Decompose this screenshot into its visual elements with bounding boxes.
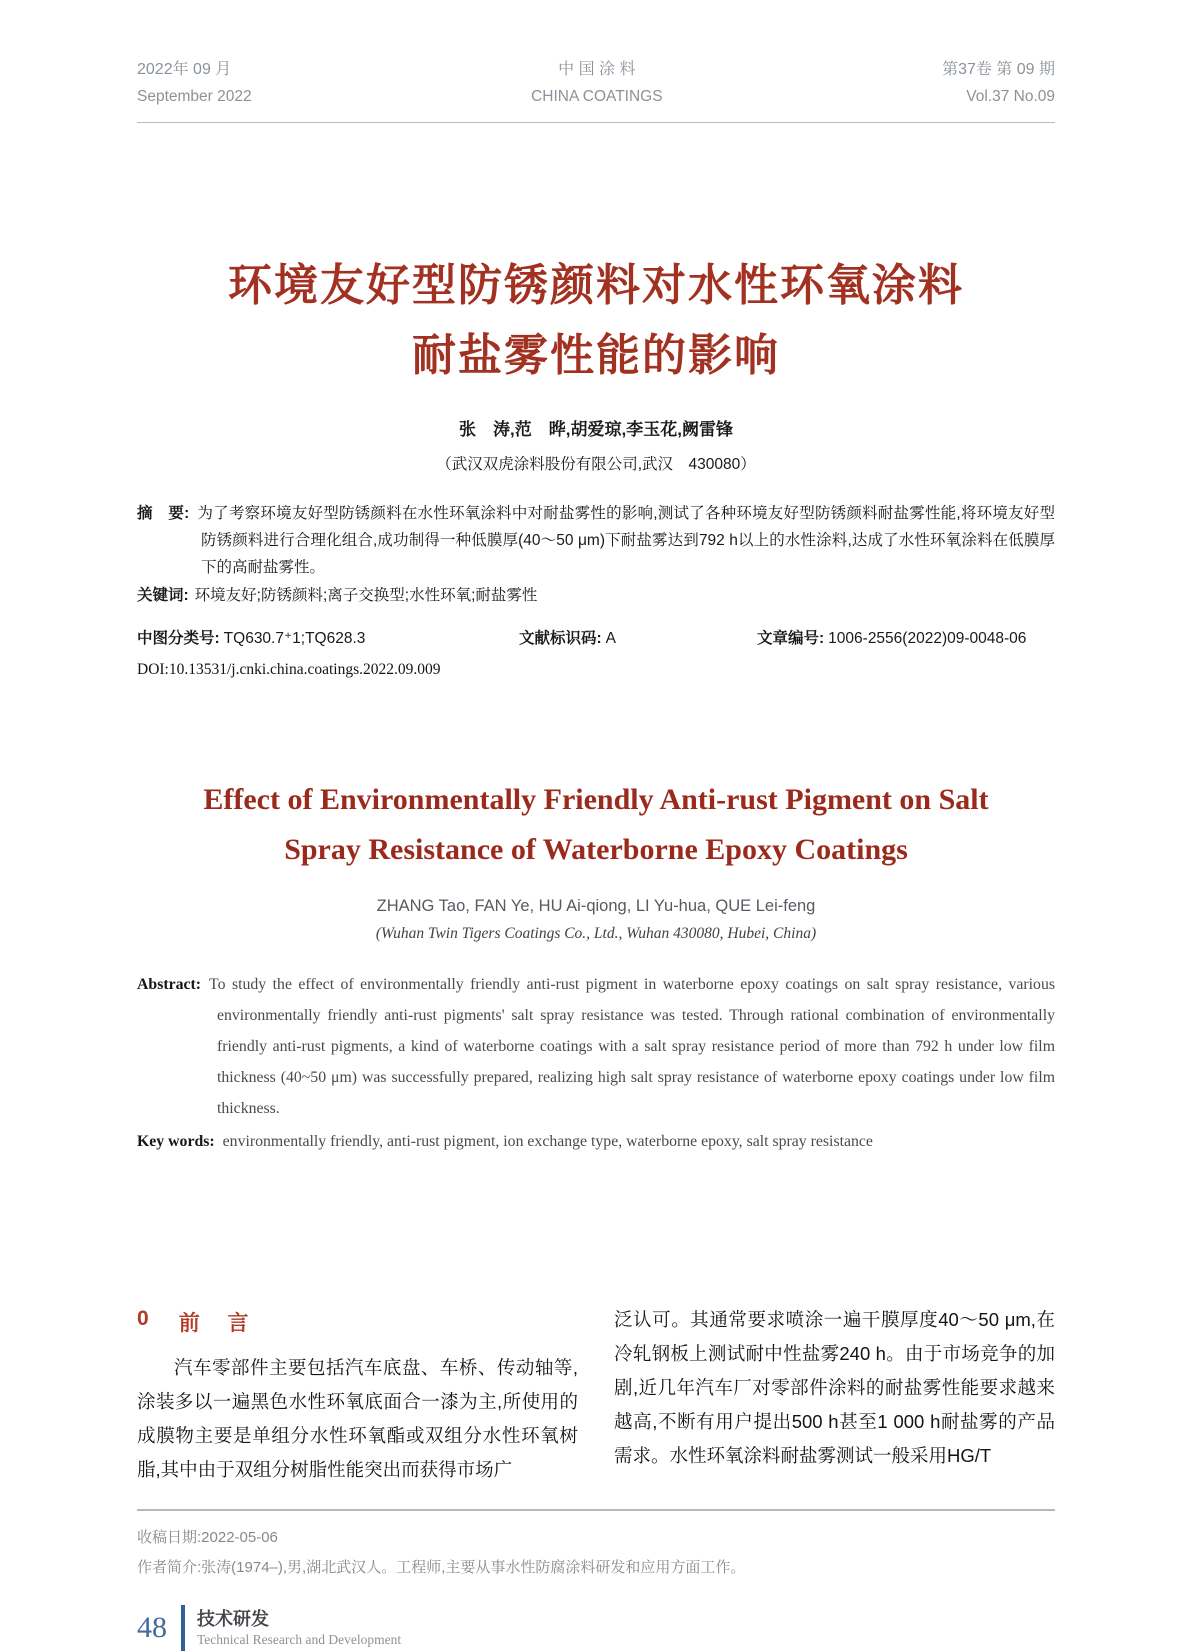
keywords-zh-text: 环境友好;防锈颜料;离子交换型;水性环氧;耐盐雾性 <box>194 587 538 604</box>
clc-label: 中图分类号: <box>137 630 220 647</box>
article-id-label: 文章编号: <box>757 630 825 647</box>
footer-category-en: Technical Research and Development <box>197 1632 402 1647</box>
author-bio-label: 作者简介: <box>137 1559 202 1576</box>
keywords-en-label: Key words: <box>137 1133 215 1150</box>
article-title-zh-line1: 环境友好型防锈颜料对水性环氧涂料 <box>228 261 964 310</box>
doi-line: DOI:10.13531/j.cnki.china.coatings.2022.09.009 <box>137 661 441 678</box>
abstract-en-block <box>137 969 1055 1157</box>
clc-number <box>137 626 519 648</box>
section-0-number: 0 <box>137 1307 149 1330</box>
footer-category-zh: 技术研发 <box>197 1609 269 1629</box>
abstract-en-text: To study the effect of environmentally friendly anti-rust pigment in waterborne epoxy coatings on salt spray resistance, various environmentally friendly anti-rust pigments' salt spray resistance was tested. Through rational combination of environmentally friendly anti-rust pigments, a kind of waterborne coatings with a salt spray resistance period of more than 792 h under low film thickness (40~50 μm) was successfully prepared, realizing high salt spray resistance of waterborne epoxy coatings under low film thickness. <box>209 976 1055 1117</box>
keywords-en <box>137 1126 1055 1157</box>
header-date-zh: 2022年 09 月 <box>137 61 232 78</box>
body-column-right <box>614 1303 1055 1487</box>
keywords-zh-label: 关键词: <box>137 587 189 604</box>
journal-name-en: CHINA COATINGS <box>531 88 663 105</box>
article-title-en <box>137 775 1055 875</box>
abstract-zh <box>137 500 1055 581</box>
abstract-en-label: Abstract: <box>137 976 202 993</box>
keywords-zh <box>137 582 1055 609</box>
page-footer <box>137 1605 1055 1651</box>
section-0-title: 前 言 <box>178 1312 251 1335</box>
volume-issue-zh: 第37卷 第 09 期 <box>942 61 1055 78</box>
header-volume-issue <box>942 56 1055 110</box>
document-code-value: A <box>605 630 617 647</box>
abstract-zh-block <box>137 500 1055 609</box>
header-issue-date <box>137 56 252 110</box>
footer-divider-bar <box>181 1605 185 1651</box>
author-bio-value: 张涛(1974–),男,湖北武汉人。工程师,主要从事水性防腐涂料研发和应用方面工作。 <box>201 1559 746 1576</box>
clc-value: TQ630.7⁺1;TQ628.3 <box>223 630 366 647</box>
abstract-zh-label: 摘 要: <box>137 505 190 522</box>
article-title-zh-line2: 耐盐雾性能的影响 <box>412 331 780 380</box>
affiliation-zh: （武汉双虎涂料股份有限公司,武汉 430080） <box>436 456 756 473</box>
page-number: 48 <box>137 1611 167 1644</box>
affiliation-en: (Wuhan Twin Tigers Coatings Co., Ltd., Wuhan 430080, Hubei, China) <box>375 925 817 942</box>
author-bio-note <box>137 1553 1055 1583</box>
keywords-en-text: environmentally friendly, anti-rust pigment, ion exchange type, waterborne epoxy, salt spray resistance <box>222 1133 873 1150</box>
intro-paragraph-right: 泛认可。其通常要求喷涂一遍干膜厚度40～50 μm,在冷轧钢板上测试耐中性盐雾240 h。由于市场竞争的加剧,近几年汽车厂对零部件涂料的耐盐雾性能要求越来越高,不断有用户提出500 h甚至1 000 h耐盐雾的产品需求。水性环氧涂料耐盐雾测试一般采用HG/T <box>614 1309 1055 1466</box>
article-title-en-line2: Spray Resistance of Waterborne Epoxy Coatings <box>284 833 908 866</box>
header-journal-name <box>531 56 662 110</box>
body-column-left <box>137 1303 578 1487</box>
journal-name-zh: 中 国 涂 料 <box>558 61 636 78</box>
abstract-zh-text: 为了考察环境友好型防锈颜料在水性环氧涂料中对耐盐雾性的影响,测试了各种环境友好型防锈颜料耐盐雾性能,将环境友好型防锈颜料进行合理化组合,成功制得一种低膜厚(40～50 μm)下耐盐雾达到792 h以上的水性涂料,达成了水性环氧涂料在低膜厚下的高耐盐雾性。 <box>197 505 1055 576</box>
article-title-zh <box>137 251 1055 391</box>
classification-row <box>137 626 1055 648</box>
header-date-en: September 2022 <box>137 88 252 105</box>
article-id-value: 1006-2556(2022)09-0048-06 <box>828 630 1027 647</box>
abstract-en <box>137 969 1055 1124</box>
article-id <box>757 626 1026 648</box>
footnotes <box>137 1511 1055 1583</box>
volume-issue-en: Vol.37 No.09 <box>966 88 1055 105</box>
body-columns <box>137 1303 1055 1487</box>
article-title-en-line1: Effect of Environmentally Friendly Anti-rust Pigment on Salt <box>203 783 989 816</box>
received-date-label: 收稿日期: <box>137 1529 202 1546</box>
document-code <box>519 626 757 648</box>
footer-category <box>197 1607 401 1649</box>
section-0-heading <box>137 1307 578 1337</box>
authors-zh: 张 涛,范 晔,胡爱琼,李玉花,阙雷锋 <box>459 420 733 439</box>
received-date-value: 2022-05-06 <box>201 1529 278 1546</box>
received-date-note <box>137 1523 1055 1553</box>
journal-header <box>137 56 1055 123</box>
intro-paragraph-left: 汽车零部件主要包括汽车底盘、车桥、传动轴等,涂装多以一遍黑色水性环氧底面合一漆为主,所使用的成膜物主要是单组分水性环氧酯或双组分水性环氧树脂,其中由于双组分树脂性能突出而获得市场广 <box>137 1357 578 1480</box>
authors-en: ZHANG Tao, FAN Ye, HU Ai-qiong, LI Yu-hua, QUE Lei-feng <box>376 897 816 915</box>
document-code-label: 文献标识码: <box>519 630 602 647</box>
